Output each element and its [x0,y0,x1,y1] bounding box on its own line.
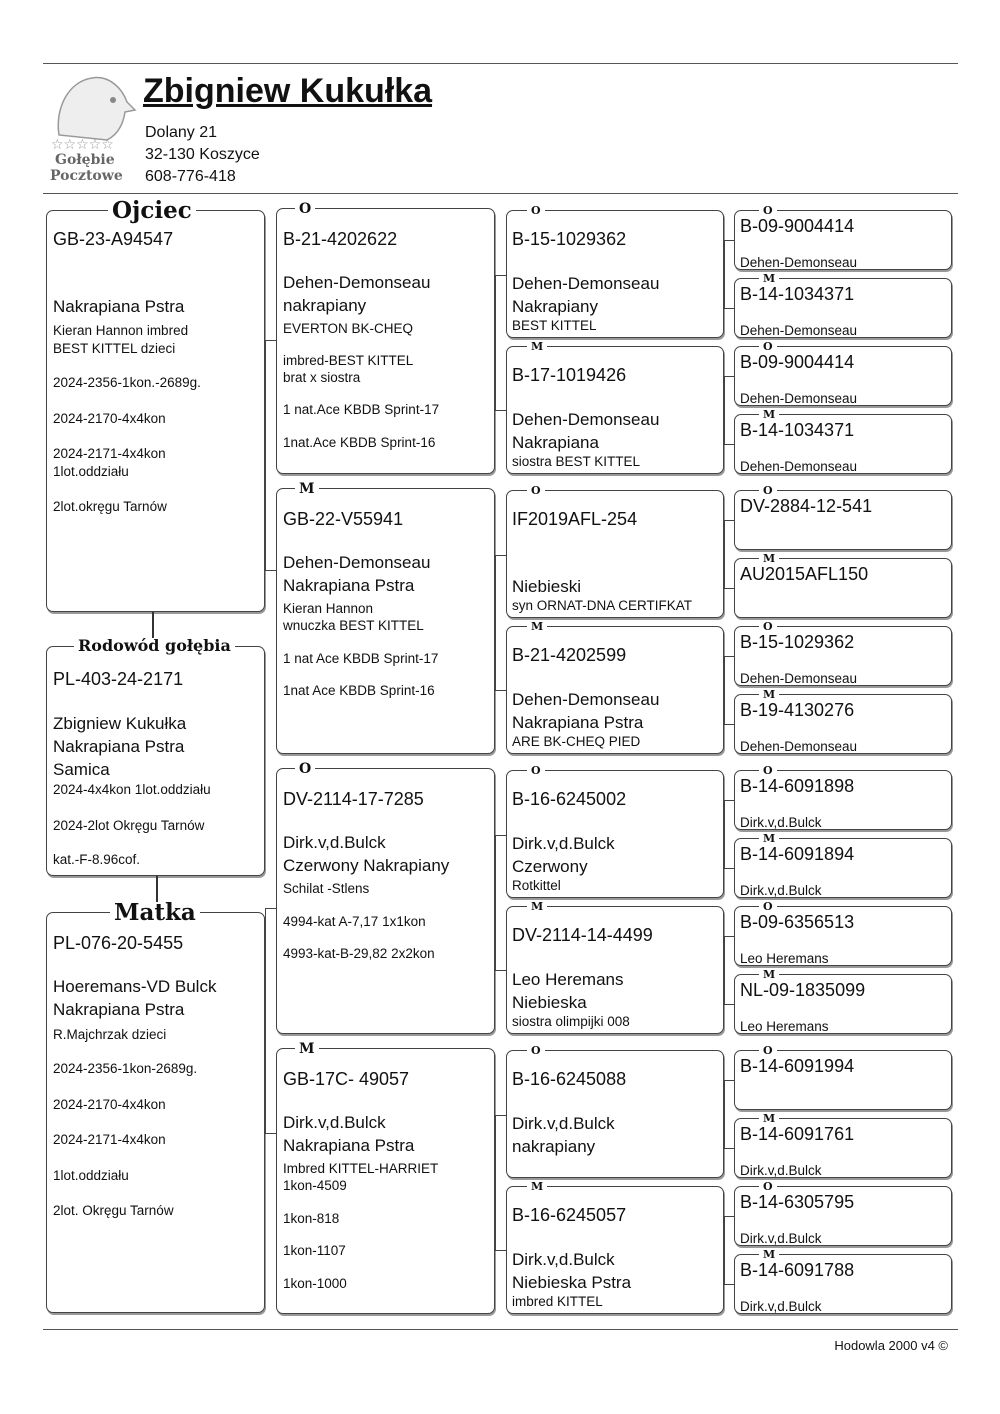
footer-text: Hodowla 2000 v4 © [834,1338,948,1353]
tree-connector [495,1250,506,1251]
gen4-ring: B-14-6305795 [740,1192,855,1212]
female-label: M [759,274,779,284]
gen3-breeder: Dehen-Demonseau [512,690,660,709]
gen3-ring: B-15-1029362 [512,229,627,249]
svg-text:☆☆☆☆☆: ☆☆☆☆☆ [51,137,114,153]
female-label: M [527,622,547,632]
gen2-color: nakrapiany [283,296,367,315]
gen3-breeder: Dirk.v,d.Bulck [512,834,615,853]
female-label: M [527,342,547,352]
tree-connector [265,340,276,341]
gen2-card [276,488,495,754]
tree-connector [724,1216,725,1284]
tree-connector [495,1115,506,1116]
tree-connector [724,1080,725,1148]
gen2-note: 1 nat Ace KBDB Sprint-17 [283,651,439,666]
tree-connector [724,1004,734,1005]
gen3-ring: DV-2114-14-4499 [512,925,653,945]
bird-card [46,646,265,876]
male-label: O [759,486,777,496]
gen2-note: 1kon-1000 [283,1276,347,1291]
bird-sex: Samica [53,760,110,779]
male-label: O [759,206,777,216]
tree-connector [724,656,734,657]
father-note: 2024-2356-1kon.-2689g. [53,375,201,390]
tree-connector [265,908,266,1133]
tree-connector [724,1284,734,1285]
tree-connector [724,308,734,309]
gen2-note: 1nat.Ace KBDB Sprint-16 [283,435,436,450]
gen3-note: imbred KITTEL [512,1294,603,1309]
gen3-note: syn ORNAT-DNA CERTIFKAT [512,598,693,613]
gen3-card [506,1186,724,1314]
tree-connector [724,800,734,801]
gen4-card [734,626,952,686]
mother-note: 2024-2356-1kon-2689g. [53,1061,198,1076]
gen4-card [734,838,952,898]
bird-color: Nakrapiana Pstra [53,737,185,756]
female-label: M [759,410,779,420]
bird-note: 2024-4x4kon 1lot.oddziału [53,782,211,797]
gen3-color: Niebieska [512,993,587,1012]
father-label: Ojciec [108,200,196,222]
male-label: O [759,902,777,912]
tree-connector [724,1080,734,1081]
gen4-card [734,906,952,966]
gen3-ring: IF2019AFL-254 [512,509,638,529]
gen4-ring: B-15-1029362 [740,632,855,652]
gen4-card [734,770,952,830]
gen3-color: Nakrapiana Pstra [512,713,644,732]
gen4-card [734,414,952,474]
header-rule [43,193,958,194]
mother-ring: PL-076-20-5455 [53,933,184,953]
gen4-ring: NL-09-1835099 [740,980,866,1000]
logo-text-2: Pocztowe [50,168,123,184]
gen4-ring: B-14-1034371 [740,420,855,440]
gen4-card [734,694,952,754]
mother-label: Matka [110,902,200,924]
gen2-note: brat x siostra [283,370,361,385]
logo-text-1: Gołębie [55,152,115,168]
father-note: 2024-2171-4x4kon [53,446,166,461]
gen4-breeder: Dehen-Demonseau [740,391,858,406]
gen3-color: Nakrapiany [512,297,598,316]
gen3-ring: B-21-4202599 [512,645,627,665]
gen4-breeder: Leo Heremans [740,951,829,966]
gen4-card [734,558,952,618]
male-label: O [295,763,315,775]
gen4-card [734,974,952,1034]
tree-connector [724,1148,734,1149]
gen4-ring: B-09-9004414 [740,352,855,372]
gen4-breeder: Dirk.v,d.Bulck [740,1231,822,1246]
gen2-ring: B-21-4202622 [283,229,398,249]
tree-connector [724,1216,734,1217]
gen3-card [506,906,724,1034]
gen4-card [734,1118,952,1178]
male-label: O [759,622,777,632]
tree-connector [724,800,725,868]
female-label: M [759,834,779,844]
mother-color: Nakrapiana Pstra [53,1000,185,1019]
gen3-card [506,490,724,618]
gen4-breeder: Dehen-Demonseau [740,255,858,270]
gen2-breeder: Dehen-Demonseau [283,553,431,572]
male-label: O [527,206,545,216]
gen3-note: ARE BK-CHEQ PIED [512,734,641,749]
father-note: Kieran Hannon imbred [53,323,189,338]
father-note: 1lot.oddziału [53,464,129,479]
gen2-note: Kieran Hannon [283,601,374,616]
tree-connector [724,588,734,589]
gen2-ring: GB-22-V55941 [283,509,404,529]
tree-connector [495,410,506,411]
gen3-card [506,346,724,474]
tree-connector [724,376,734,377]
gen4-breeder: Dehen-Demonseau [740,671,858,686]
tree-connector [495,275,496,410]
tree-connector [495,555,496,690]
bird-note: kat.-F-8.96cof. [53,852,141,867]
gen3-note: BEST KITTEL [512,318,597,333]
address-line-1: Dolany 21 [145,124,218,141]
tree-connector [724,444,734,445]
male-label: O [295,203,315,215]
male-label: O [759,1182,777,1192]
father-note: 2lot.okręgu Tarnów [53,499,167,514]
tree-connector [495,275,506,276]
gen4-ring: B-14-6091788 [740,1260,855,1280]
gen2-note: Imbred KITTEL-HARRIET [283,1161,439,1176]
gen3-note: siostra olimpijki 008 [512,1014,630,1029]
gen2-breeder: Dirk.v,d.Bulck [283,833,386,852]
mother-note: 1lot.oddziału [53,1168,129,1183]
gen3-card [506,210,724,338]
phone: 608-776-418 [145,168,236,185]
gen4-breeder: Leo Heremans [740,1019,829,1034]
gen4-ring: B-09-9004414 [740,216,855,236]
gen4-ring: B-14-6091898 [740,776,855,796]
gen3-breeder: Dirk.v,d.Bulck [512,1114,615,1133]
tree-connector [724,656,725,724]
gen2-color: Nakrapiana Pstra [283,1136,415,1155]
gen3-breeder: Dirk.v,d.Bulck [512,1250,615,1269]
mother-note: 2024-2171-4x4kon [53,1132,166,1147]
gen3-color: Czerwony [512,857,588,876]
gen4-ring: DV-2884-12-541 [740,496,873,516]
female-label: M [759,554,779,564]
tree-connector [724,520,725,588]
gen2-note: imbred-BEST KITTEL [283,353,414,368]
gen4-card [734,1186,952,1246]
gen3-breeder: Leo Heremans [512,970,624,989]
tree-connector [265,340,266,570]
female-label: M [759,1114,779,1124]
gen2-color: Nakrapiana Pstra [283,576,415,595]
mother-breeder: Hoeremans-VD Bulck [53,977,217,996]
gen4-card [734,210,952,270]
gen2-color: Czerwony Nakrapiany [283,856,450,875]
father-ring: GB-23-A94547 [53,229,174,249]
father-note: BEST KITTEL dzieci [53,341,176,356]
gen3-ring: B-17-1019426 [512,365,627,385]
male-label: O [527,1046,545,1056]
tree-connector [724,936,725,1004]
gen3-ring: B-16-6245057 [512,1205,627,1225]
tree-connector [495,1115,496,1250]
gen3-ring: B-16-6245088 [512,1069,627,1089]
owner-name: Zbigniew Kukułka [143,72,433,110]
gen4-card [734,1050,952,1110]
gen2-note: 4994-kat A-7,17 1x1kon [283,914,426,929]
tree-connector [724,868,734,869]
tree-connector [724,376,725,444]
female-label: M [759,1250,779,1260]
tree-connector [265,1133,276,1134]
gen3-color: Niebieski [512,577,581,596]
gen2-note: 1kon-1107 [283,1243,346,1258]
gen2-note: 4993-kat-B-29,82 2x2kon [283,946,435,961]
tree-connector [724,240,734,241]
gen4-card [734,346,952,406]
tree-connector [265,908,276,909]
top-rule [43,63,958,64]
gen4-breeder: Dirk.v,d.Bulck [740,1163,822,1178]
mother-card [46,912,265,1313]
bird-ring: PL-403-24-2171 [53,669,184,689]
tree-connector [495,970,506,971]
bird-owner: Zbigniew Kukułka [53,714,187,733]
gen4-ring: B-14-6091994 [740,1056,855,1076]
male-label: O [527,486,545,496]
gen2-note: 1nat Ace KBDB Sprint-16 [283,683,435,698]
father-color: Nakrapiana Pstra [53,297,185,316]
tree-connector [724,240,725,308]
mother-note: 2024-2170-4x4kon [53,1097,166,1112]
bird-note: 2024-2lot Okręgu Tarnów [53,818,205,833]
gen3-color: nakrapiany [512,1137,596,1156]
gen4-breeder: Dirk.v,d.Bulck [740,883,822,898]
gen3-card [506,1050,724,1178]
male-label: O [759,342,777,352]
female-label: M [759,970,779,980]
gen4-breeder: Dirk.v,d.Bulck [740,1299,822,1314]
tree-connector [724,724,734,725]
gen2-breeder: Dirk.v,d.Bulck [283,1113,386,1132]
gen2-card [276,1048,495,1314]
gen2-note: 1 nat.Ace KBDB Sprint-17 [283,402,440,417]
tree-connector [724,520,734,521]
father-note: 2024-2170-4x4kon [53,411,166,426]
gen4-ring: AU2015AFL150 [740,564,869,584]
gen2-note: wnuczka BEST KITTEL [283,618,424,633]
gen4-ring: B-14-6091761 [740,1124,855,1144]
gen4-breeder: Dirk.v,d.Bulck [740,815,822,830]
gen3-note: Rotkittel [512,878,561,893]
tree-connector [495,835,496,970]
gen2-note: 1kon-4509 [283,1178,347,1193]
father-card [46,210,265,612]
gen2-breeder: Dehen-Demonseau [283,273,431,292]
gen2-ring: GB-17C- 49057 [283,1069,410,1089]
pedigree-label: Rodowód gołębia [74,638,235,654]
gen4-breeder: Dehen-Demonseau [740,739,858,754]
gen3-color: Nakrapiana [512,433,599,452]
gen3-card [506,626,724,754]
gen2-note: Schilat -Stlens [283,881,370,896]
tree-connector [495,555,506,556]
gen4-ring: B-14-6091894 [740,844,855,864]
mother-note: R.Majchrzak dzieci [53,1027,167,1042]
female-label: M [295,1043,319,1055]
gen4-card [734,278,952,338]
gen4-card [734,1254,952,1314]
female-label: M [527,1182,547,1192]
logo [47,70,137,185]
tree-connector [724,936,734,937]
gen4-ring: B-19-4130276 [740,700,855,720]
gen4-breeder: Dehen-Demonseau [740,323,858,338]
gen2-note: EVERTON BK-CHEQ [283,321,414,336]
gen3-card [506,770,724,898]
address-line-2: 32-130 Koszyce [145,146,260,163]
female-label: M [527,902,547,912]
gen4-ring: B-14-1034371 [740,284,855,304]
gen4-card [734,490,952,550]
gen3-color: Niebieska Pstra [512,1273,632,1292]
tree-connector [495,690,506,691]
gen3-breeder: Dehen-Demonseau [512,410,660,429]
male-label: O [759,766,777,776]
gen2-ring: DV-2114-17-7285 [283,789,424,809]
tree-connector [265,570,276,571]
gen2-note: 1kon-818 [283,1211,340,1226]
tree-connector [495,835,506,836]
female-label: M [295,483,319,495]
gen4-ring: B-09-6356513 [740,912,855,932]
footer-rule [43,1329,958,1330]
mother-note: 2lot. Okręgu Tarnów [53,1203,174,1218]
gen3-note: siostra BEST KITTEL [512,454,641,469]
gen3-breeder: Dehen-Demonseau [512,274,660,293]
gen3-ring: B-16-6245002 [512,789,627,809]
gen2-card [276,208,495,474]
female-label: M [759,690,779,700]
gen4-breeder: Dehen-Demonseau [740,459,858,474]
gen2-card [276,768,495,1034]
male-label: O [527,766,545,776]
male-label: O [759,1046,777,1056]
